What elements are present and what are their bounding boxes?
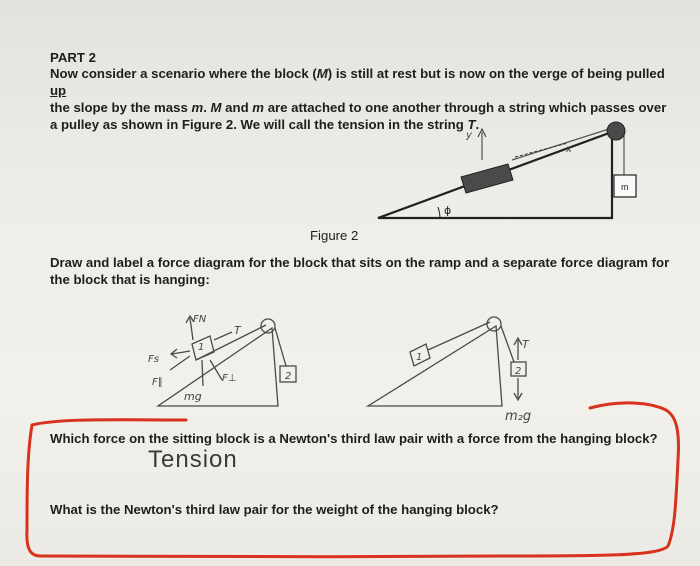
fn-label: FN (193, 314, 207, 325)
fpar-arrow (170, 356, 190, 370)
ramp-block-M (461, 164, 513, 193)
right-force-sketch (368, 317, 526, 406)
right-weight-label: m₂g (505, 409, 532, 424)
left-hang-string (275, 328, 286, 366)
left-force-sketch (158, 316, 296, 406)
tension-arrow (214, 332, 232, 340)
string (512, 128, 612, 160)
part-heading: PART 2 (50, 50, 96, 65)
fparallel-label: F∥ (152, 377, 163, 388)
y-axis-label: y (466, 130, 472, 141)
right-pulley-icon (487, 317, 501, 331)
question-1: Which force on the sitting block is a Newton's third law pair with a force from the hanging block? (50, 431, 658, 446)
intro-text-2: ) is still at rest but is now on the verge of being pulled (327, 66, 665, 81)
fs-label: Fs (148, 354, 159, 365)
answer-1-handwritten[interactable]: Tension (148, 446, 238, 473)
right-hanging-label: 2 (515, 366, 522, 377)
intro-text-6: are attached to one another through a string which passes over a pulley as shown in Figure 2. We will call the tension in the string (50, 100, 667, 132)
hanging-mass-label: m (621, 182, 629, 192)
intro-text-3: the slope by the mass (50, 100, 192, 115)
left-tension-label: T (234, 324, 241, 337)
left-weight-label: mg (184, 390, 202, 403)
intro-up-underlined: up (50, 83, 67, 98)
intro-var-T: T (467, 117, 476, 132)
left-ramp (158, 328, 278, 406)
figure2-diagram (378, 122, 636, 218)
answer-2-blank[interactable] (50, 520, 650, 544)
left-block-label: 1 (198, 342, 205, 353)
intro-text-1: Now consider a scenario where the block ( (50, 66, 317, 81)
intro-var-m2: m (252, 100, 265, 115)
weight-arrow (202, 360, 203, 386)
right-tension-label: T (522, 338, 529, 351)
right-hang-string (501, 326, 514, 362)
angle-arc (438, 207, 440, 218)
left-hanging-label: 2 (285, 371, 292, 382)
intro-var-m: m (191, 100, 204, 115)
intro-var-M2: M (210, 100, 222, 115)
intro-text-7: . (475, 117, 480, 132)
figure-caption: Figure 2 (310, 228, 359, 243)
angle-label: ϕ (444, 204, 452, 217)
fperp-label: F⊥ (222, 373, 237, 384)
intro-var-M: M (316, 66, 328, 81)
instruction-prompt: Draw and label a force diagram for the block that sits on the ramp and a separate force diagram for the block that is hanging: (50, 255, 670, 287)
intro-text-4: . (203, 100, 211, 115)
x-axis-label: x (566, 144, 572, 155)
right-ramp (368, 326, 502, 406)
intro-text-5: and (221, 100, 253, 115)
pulley-icon (607, 122, 625, 140)
right-block-label: 1 (416, 352, 423, 363)
question-2: What is the Newton's third law pair for the weight of the hanging block? (50, 502, 499, 517)
